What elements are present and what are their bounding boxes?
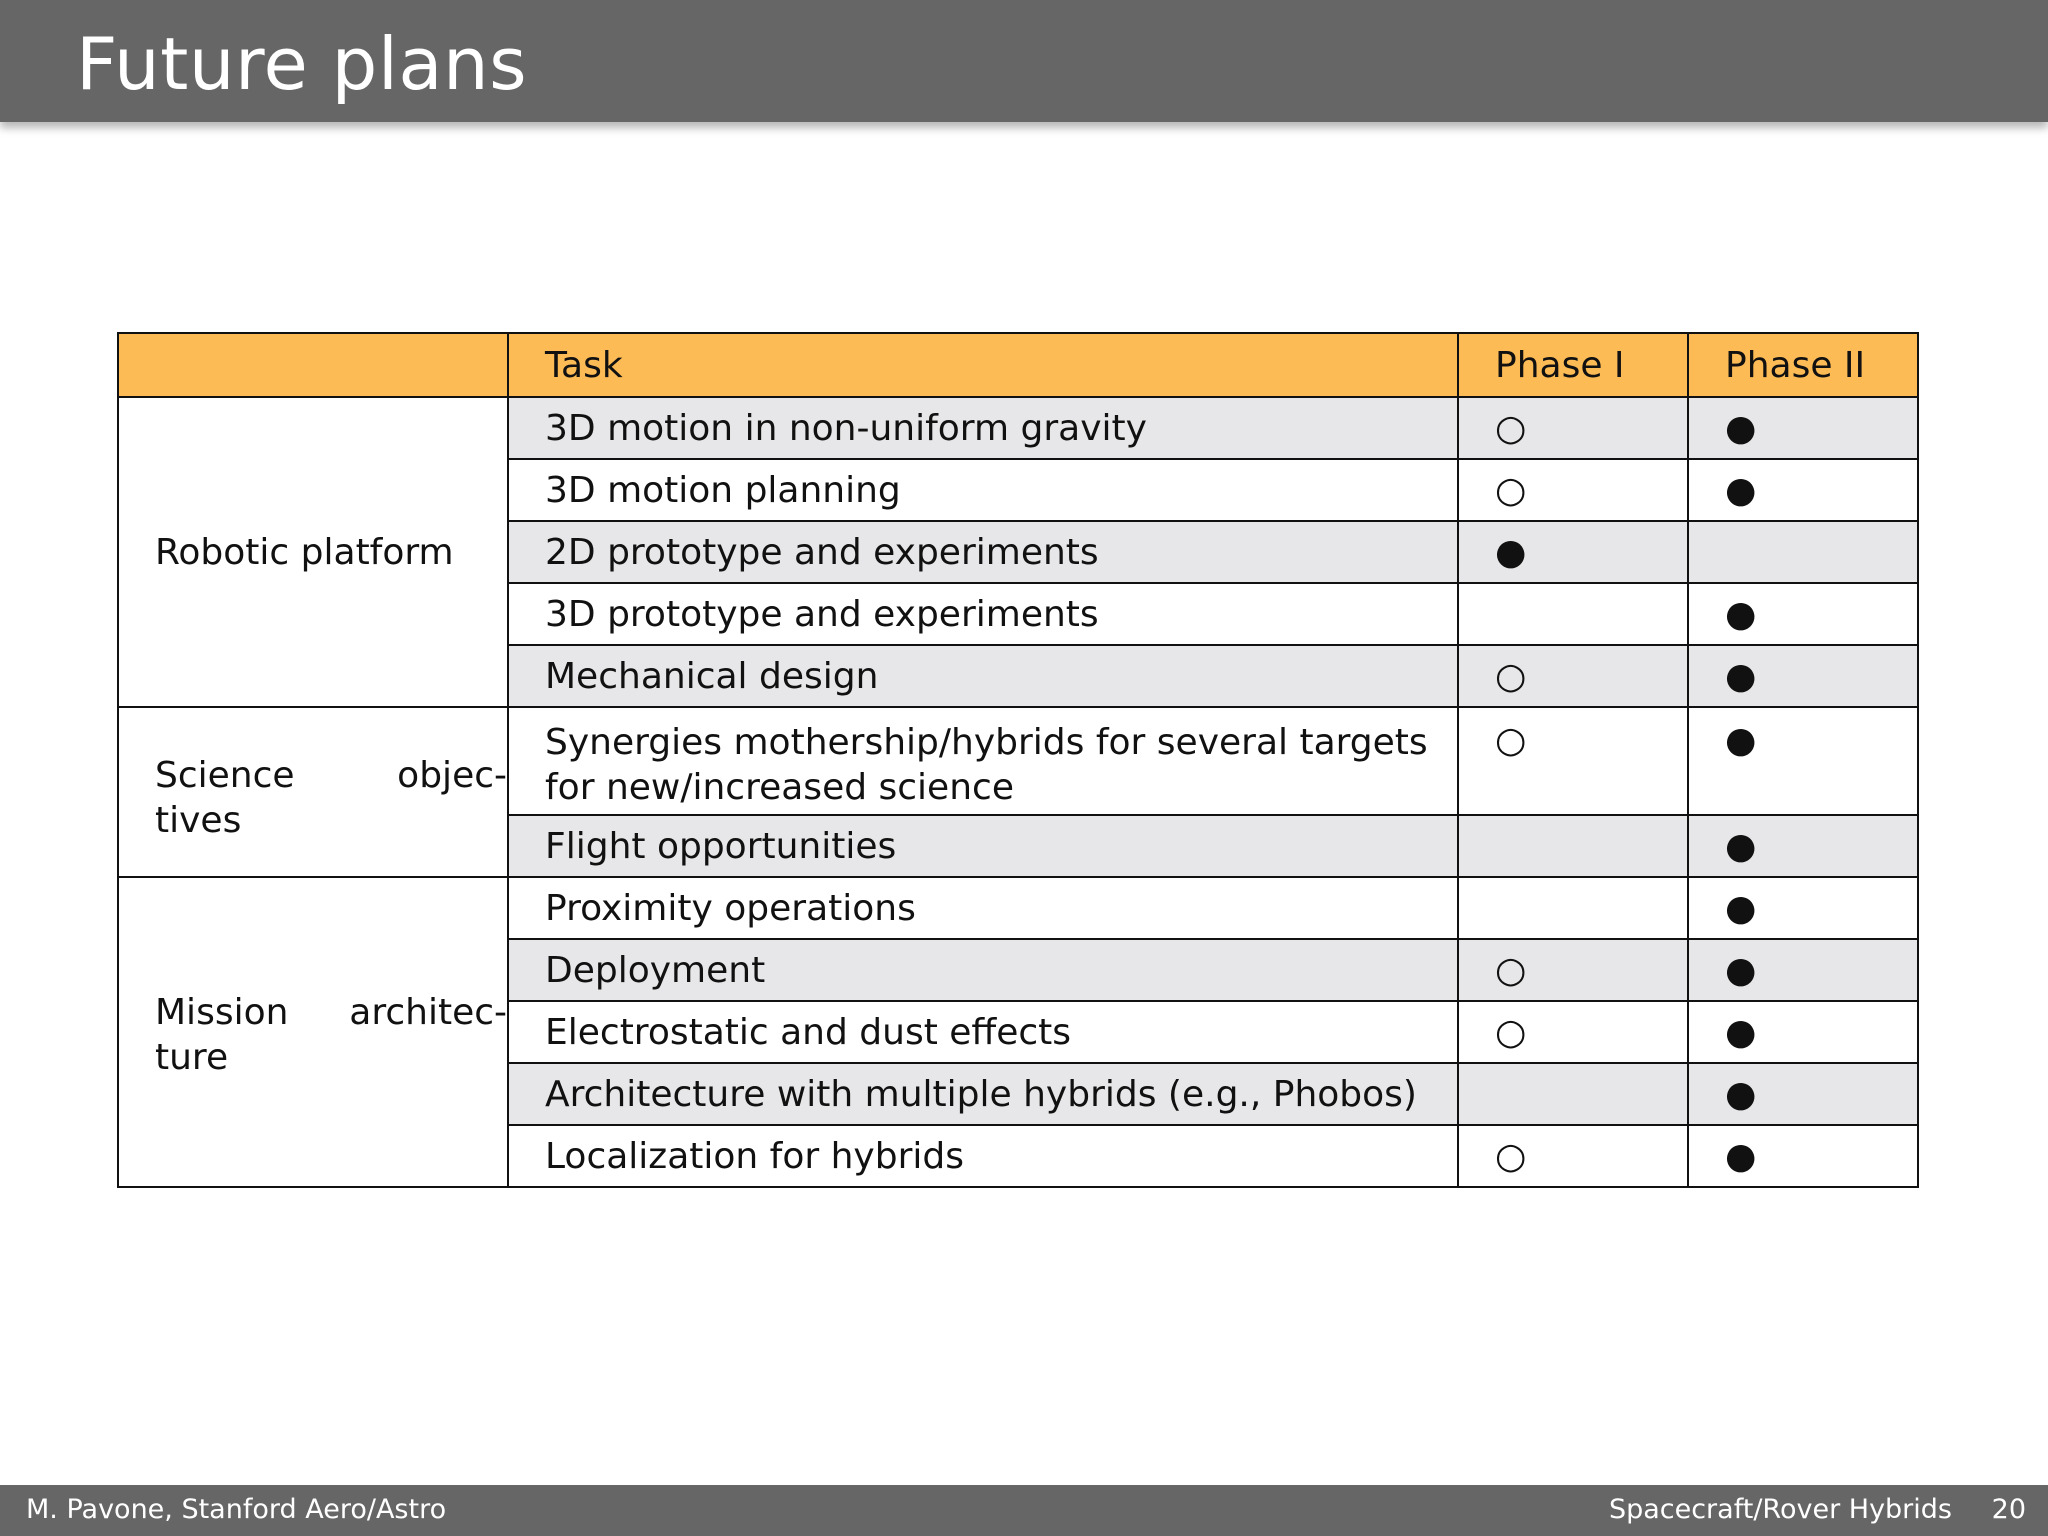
slide-title: Future plans — [76, 22, 528, 106]
future-plans-table — [117, 332, 1919, 1188]
phase-1-mark: ● — [1458, 521, 1688, 583]
task-cell: 2D prototype and experiments — [508, 521, 1458, 583]
header-task: Task — [508, 333, 1458, 397]
phase-2-mark — [1688, 521, 1918, 583]
task-cell: Flight opportunities — [508, 815, 1458, 877]
table-row — [118, 707, 1918, 815]
phase-1-mark — [1458, 583, 1688, 645]
task-cell: Electrostatic and dust effects — [508, 1001, 1458, 1063]
header-phase-2: Phase II — [1688, 333, 1918, 397]
phase-1-mark: ○ — [1458, 397, 1688, 459]
phase-2-mark: ● — [1688, 397, 1918, 459]
task-cell: Architecture with multiple hybrids (e.g., Phobos) — [508, 1063, 1458, 1125]
category-robotic-platform — [118, 397, 508, 707]
phase-2-mark: ● — [1688, 707, 1918, 815]
phase-2-mark: ● — [1688, 583, 1918, 645]
table-header-row — [118, 333, 1918, 397]
task-cell: 3D prototype and experiments — [508, 583, 1458, 645]
phase-1-mark: ○ — [1458, 707, 1688, 815]
task-cell: Mechanical design — [508, 645, 1458, 707]
phase-1-mark: ○ — [1458, 1125, 1688, 1187]
task-cell: 3D motion in non-uniform gravity — [508, 397, 1458, 459]
phase-2-mark: ● — [1688, 1001, 1918, 1063]
category-label: Robotic platform — [155, 531, 454, 573]
phase-2-mark: ● — [1688, 877, 1918, 939]
phase-1-mark — [1458, 877, 1688, 939]
header-category — [118, 333, 508, 397]
phase-1-mark — [1458, 815, 1688, 877]
table-row — [118, 877, 1918, 939]
category-science-objectives — [118, 707, 508, 877]
footer-talk-title: Spacecraft/Rover Hybrids — [1608, 1494, 1952, 1525]
task-cell: Proximity operations — [508, 877, 1458, 939]
phase-1-mark: ○ — [1458, 645, 1688, 707]
phase-2-mark: ● — [1688, 1063, 1918, 1125]
phase-2-mark: ● — [1688, 459, 1918, 521]
phase-2-mark: ● — [1688, 1125, 1918, 1187]
footer-author: M. Pavone, Stanford Aero/Astro — [26, 1494, 447, 1525]
phase-1-mark: ○ — [1458, 1001, 1688, 1063]
phase-1-mark — [1458, 1063, 1688, 1125]
category-label: Mission architec- ture — [155, 992, 507, 1078]
footer-bar — [0, 1485, 2048, 1536]
phase-1-mark: ○ — [1458, 939, 1688, 1001]
task-cell: Deployment — [508, 939, 1458, 1001]
phase-2-mark: ● — [1688, 645, 1918, 707]
task-cell: 3D motion planning — [508, 459, 1458, 521]
phase-2-mark: ● — [1688, 815, 1918, 877]
task-cell: Localization for hybrids — [508, 1125, 1458, 1187]
table-row — [118, 397, 1918, 459]
title-bar — [0, 0, 2048, 122]
category-label: Science objec- tives — [155, 755, 507, 841]
category-mission-architecture — [118, 877, 508, 1187]
phase-2-mark: ● — [1688, 939, 1918, 1001]
footer-page-number: 20 — [1991, 1494, 2026, 1525]
task-cell: Synergies mothership/hybrids for several targets for new/increased science — [508, 707, 1458, 815]
header-phase-1: Phase I — [1458, 333, 1688, 397]
phase-1-mark: ○ — [1458, 459, 1688, 521]
